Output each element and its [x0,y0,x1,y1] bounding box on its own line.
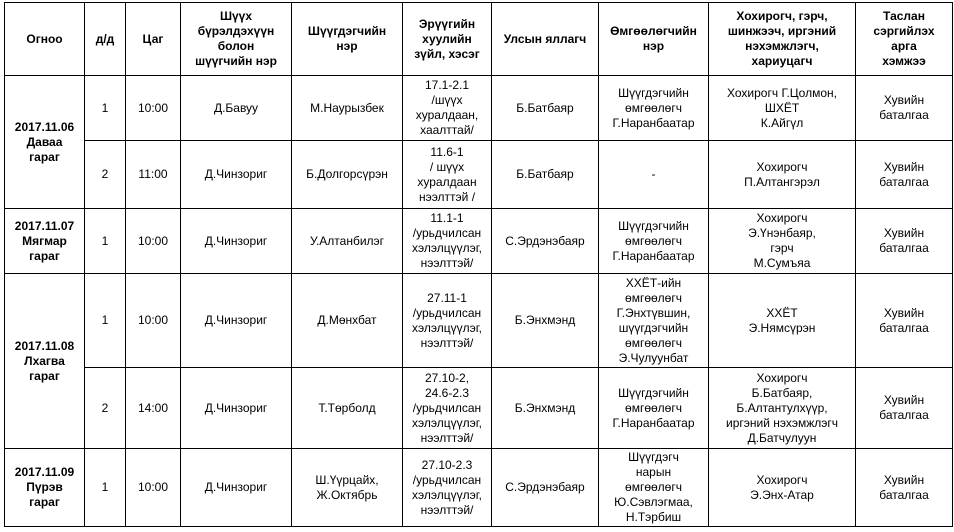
article-cell: 17.1-2.1 /шүүх хуралдаан, хаалттай/ [403,76,492,141]
judge-cell: Д.Чинзориг [181,209,292,274]
row-number: 1 [85,274,126,368]
header-lawyer: Өмгөөлөгчийн нэр [599,3,709,76]
lawyer-cell: - [599,141,709,209]
time-cell: 10:00 [126,209,181,274]
table-row [5,449,953,527]
header-time: Цаг [126,3,181,76]
measure-cell: Хувийн баталгаа [856,76,953,141]
date-cell: 2017.11.08 Лхагва гараг [5,274,85,449]
table-row [5,274,953,368]
defendant-cell: М.Наурызбек [292,76,403,141]
prosecutor-cell: С.Эрдэнэбаяр [492,449,599,527]
date-cell: 2017.11.09 Пүрэв гараг [5,449,85,527]
defendant-cell: Ш.Үүрцайх, Ж.Октябрь [292,449,403,527]
victim-cell: Хохирогч Г.Цолмон, ШХЁТ К.Айгүл [709,76,856,141]
header-measure: Таслан сэргийлэх арга хэмжээ [856,3,953,76]
prosecutor-cell: Б.Батбаяр [492,141,599,209]
defendant-cell: У.Алтанбилэг [292,209,403,274]
article-cell: 27.11-1 /урьдчилсан хэлэлцүүлэг, нээлттэй/ [403,274,492,368]
prosecutor-cell: Б.Энхмэнд [492,274,599,368]
measure-cell: Хувийн баталгаа [856,141,953,209]
lawyer-cell: Шүүгдэгчийн өмгөөлөгч Г.Наранбаатар [599,76,709,141]
victim-cell: Хохирогч П.Алтангэрэл [709,141,856,209]
judge-cell: Д.Чинзориг [181,368,292,449]
prosecutor-cell: С.Эрдэнэбаяр [492,209,599,274]
header-defendant: Шүүгдэгчийн нэр [292,3,403,76]
measure-cell: Хувийн баталгаа [856,209,953,274]
row-number: 1 [85,76,126,141]
header-judge: Шүүх бүрэлдэхүүн болон шүүгчийн нэр [181,3,292,76]
row-number: 1 [85,209,126,274]
judge-cell: Д.Чинзориг [181,274,292,368]
defendant-cell: Д.Мөнхбат [292,274,403,368]
time-cell: 11:00 [126,141,181,209]
defendant-cell: Б.Долгорсүрэн [292,141,403,209]
measure-cell: Хувийн баталгаа [856,449,953,527]
victim-cell: Хохирогч Б.Батбаяр, Б.Алтантулхүүр, иргэний нэхэмжлэгч Д.Батчулуун [709,368,856,449]
judge-cell: Д.Чинзориг [181,449,292,527]
article-cell: 27.10-2.3 /урьдчилсан хэлэлцүүлэг, нээлттэй/ [403,449,492,527]
header-victim: Хохирогч, гэрч, шинжээч, иргэний нэхэмжлэгч, хариуцагч [709,3,856,76]
header-article: Эрүүгийн хуулийн зүйл, хэсэг [403,3,492,76]
article-cell: 11.6-1 / шүүх хуралдаан нээлттэй / [403,141,492,209]
table-row [5,368,953,449]
article-cell: 11.1-1 /урьдчилсан хэлэлцүүлэг, нээлттэй/ [403,209,492,274]
time-cell: 10:00 [126,449,181,527]
row-number: 2 [85,141,126,209]
lawyer-cell: Шүүгдэгчийн өмгөөлөгч Г.Наранбаатар [599,368,709,449]
victim-cell: ХХЁТ Э.Нямсүрэн [709,274,856,368]
judge-cell: Д.Бавуу [181,76,292,141]
lawyer-cell: ХХЁТ-ийн өмгөөлөгч Г.Энхтүвшин, шүүгдэгчийн өмгөөлөгч Э.Чулуунбат [599,274,709,368]
prosecutor-cell: Б.Энхмэнд [492,368,599,449]
header-date: Огноо [5,3,85,76]
row-number: 2 [85,368,126,449]
table-row [5,141,953,209]
article-cell: 27.10-2, 24.6-2.3 /урьдчилсан хэлэлцүүлэг, нээлттэй/ [403,368,492,449]
table-row [5,209,953,274]
measure-cell: Хувийн баталгаа [856,368,953,449]
time-cell: 10:00 [126,274,181,368]
lawyer-cell: Шүүгдэгч нарын өмгөөлөгч Ю.Сэвлэгмаа, Н.Тэрбиш [599,449,709,527]
court-schedule-table [4,2,953,527]
time-cell: 10:00 [126,76,181,141]
victim-cell: Хохирогч Э.Энх-Атар [709,449,856,527]
table-row [5,76,953,141]
defendant-cell: Т.Төрболд [292,368,403,449]
time-cell: 14:00 [126,368,181,449]
date-cell: 2017.11.06 Даваа гараг [5,76,85,209]
measure-cell: Хувийн баталгаа [856,274,953,368]
date-cell: 2017.11.07 Мягмар гараг [5,209,85,274]
victim-cell: Хохирогч Э.Үнэнбаяр, гэрч М.Сумъяа [709,209,856,274]
lawyer-cell: Шүүгдэгчийн өмгөөлөгч Г.Наранбаатар [599,209,709,274]
row-number: 1 [85,449,126,527]
prosecutor-cell: Б.Батбаяр [492,76,599,141]
header-prosecutor: Улсын яллагч [492,3,599,76]
judge-cell: Д.Чинзориг [181,141,292,209]
header-number: д/д [85,3,126,76]
header-row [5,3,953,76]
